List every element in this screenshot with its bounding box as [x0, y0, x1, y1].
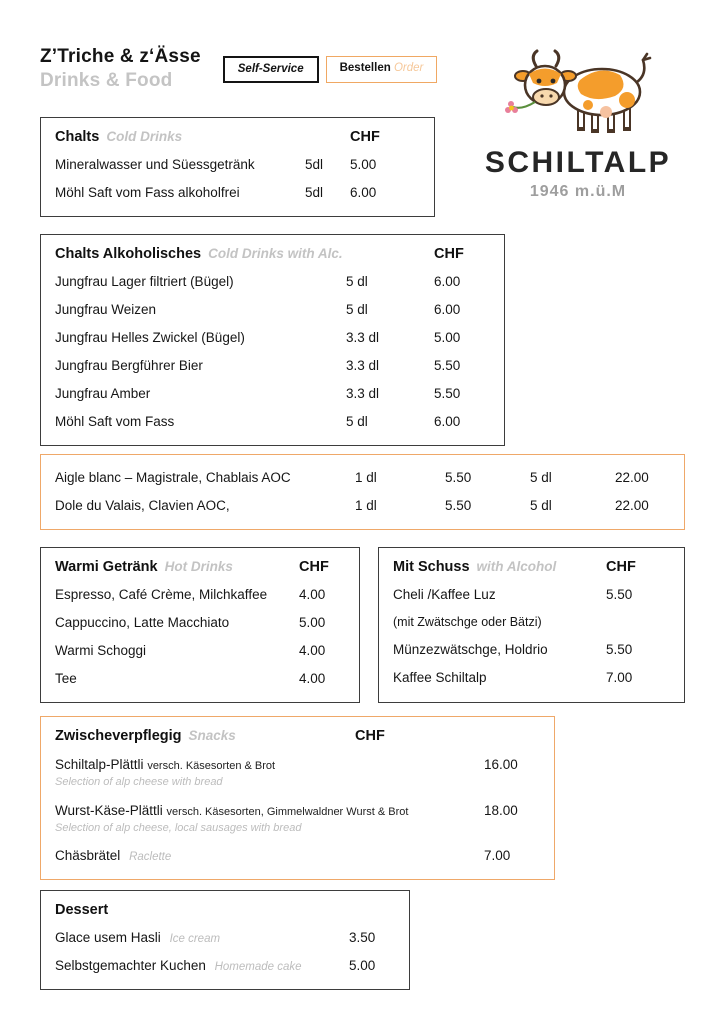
- section-title: Warmi Getränk: [55, 559, 158, 575]
- menu-row: (mit Zwätschge oder Bätzi): [393, 615, 542, 629]
- menu-row: Dole du Valais, Clavien AOC, 1 dl 5.50 5 dl 22.00: [55, 498, 649, 513]
- currency-header: CHF: [355, 728, 385, 744]
- section-cold-drinks: [40, 117, 435, 217]
- menu-row: Jungfrau Amber 3.3 dl 5.50: [55, 386, 461, 401]
- page-subtitle: Drinks & Food: [40, 70, 173, 91]
- brand-altitude: 1946 m.ü.M: [529, 183, 627, 200]
- menu-row: Glace usem Hasli Ice cream 3.50: [55, 930, 376, 945]
- brand-logo: [462, 48, 694, 201]
- brand-name: SCHILTALP: [484, 146, 672, 179]
- section-snacks: [40, 716, 555, 880]
- section-with-alcohol: [378, 547, 685, 703]
- bestellen-label: Bestellen: [339, 62, 391, 74]
- section-subtitle: Snacks: [188, 728, 236, 743]
- row-translation: Selection of alp cheese with bread: [55, 776, 223, 788]
- section-title: Dessert: [55, 902, 109, 918]
- row-translation: Selection of alp cheese, local sausages with bread: [55, 822, 302, 834]
- section-header: [393, 556, 670, 580]
- menu-row: Aigle blanc – Magistrale, Chablais AOC 1 dl 5.50 5 dl 22.00: [55, 470, 649, 485]
- menu-row: Cappuccino, Latte Macchiato 5.00: [55, 615, 326, 630]
- row-translation: Ice cream: [169, 933, 221, 945]
- section-header: [55, 899, 395, 923]
- menu-row: Mineralwasser und Süessgetränk 5dl 5.00: [55, 157, 377, 172]
- section-header: [55, 126, 420, 150]
- section-title: Mit Schuss: [393, 559, 470, 575]
- section-title: Chalts Alkoholisches: [55, 246, 202, 262]
- section-hot-drinks: [40, 547, 360, 703]
- menu-row: Chäsbrätel Raclette 7.00: [55, 848, 511, 863]
- section-dessert: [40, 890, 410, 990]
- section-subtitle: with Alcohol: [476, 559, 557, 574]
- section-title: Zwischeverpflegig: [55, 728, 182, 744]
- menu-row: Wurst-Käse-Plättli versch. Käsesorten, Gimmelwaldner Wurst & Brot Selection of alp cheese, local sausages with bread 18.00: [55, 803, 518, 834]
- page-title: Z’Triche & z‘Ässe: [40, 46, 201, 67]
- menu-row: Warmi Schoggi 4.00: [55, 643, 326, 658]
- service-badges: [223, 56, 438, 83]
- section-title: Chalts: [55, 129, 100, 145]
- currency-header: CHF: [434, 246, 464, 262]
- currency-header: CHF: [350, 129, 380, 145]
- section-header: [55, 725, 540, 749]
- row-translation: Homemade cake: [214, 961, 302, 973]
- menu-row: Möhl Saft vom Fass 5 dl 6.00: [55, 414, 461, 429]
- menu-row: Tee 4.00: [55, 671, 326, 686]
- menu-row: Jungfrau Lager filtriert (Bügel) 5 dl 6.00: [55, 274, 461, 289]
- bestellen-order-badge: [326, 56, 438, 83]
- title-block: [40, 46, 201, 92]
- menu-row: Jungfrau Helles Zwickel (Bügel) 3.3 dl 5.00: [55, 330, 461, 345]
- self-service-badge: Self-Service: [223, 56, 319, 83]
- menu-row: Jungfrau Bergführer Bier 3.3 dl 5.50: [55, 358, 461, 373]
- row-translation: Raclette: [129, 851, 172, 863]
- menu-row: Espresso, Café Crème, Milchkaffee 4.00: [55, 587, 326, 602]
- section-header: [55, 556, 345, 580]
- section-wine: [40, 454, 685, 530]
- menu-row: Münzezwätschge, Holdrio 5.50: [393, 642, 633, 657]
- section-header: [55, 243, 490, 267]
- menu-row: Cheli /Kaffee Luz 5.50: [393, 587, 633, 602]
- section-subtitle: Cold Drinks with Alc.: [208, 246, 343, 261]
- order-label: Order: [393, 62, 424, 74]
- two-column-row: [40, 547, 685, 703]
- currency-header: CHF: [606, 559, 636, 575]
- currency-header: CHF: [299, 559, 329, 575]
- section-alcoholic-drinks: [40, 234, 505, 446]
- menu-row: Schiltalp-Plättli versch. Käsesorten & Brot Selection of alp cheese with bread 16.00: [55, 757, 518, 788]
- section-subtitle: Hot Drinks: [164, 559, 233, 574]
- menu-row: Jungfrau Weizen 5 dl 6.00: [55, 302, 461, 317]
- menu-row: Möhl Saft vom Fass alkoholfrei 5dl 6.00: [55, 185, 377, 200]
- cow-icon: [502, 48, 654, 142]
- menu-row: Selbstgemachter Kuchen Homemade cake 5.00: [55, 958, 376, 973]
- section-subtitle: Cold Drinks: [106, 129, 183, 144]
- menu-row: Kaffee Schiltalp 7.00: [393, 670, 633, 685]
